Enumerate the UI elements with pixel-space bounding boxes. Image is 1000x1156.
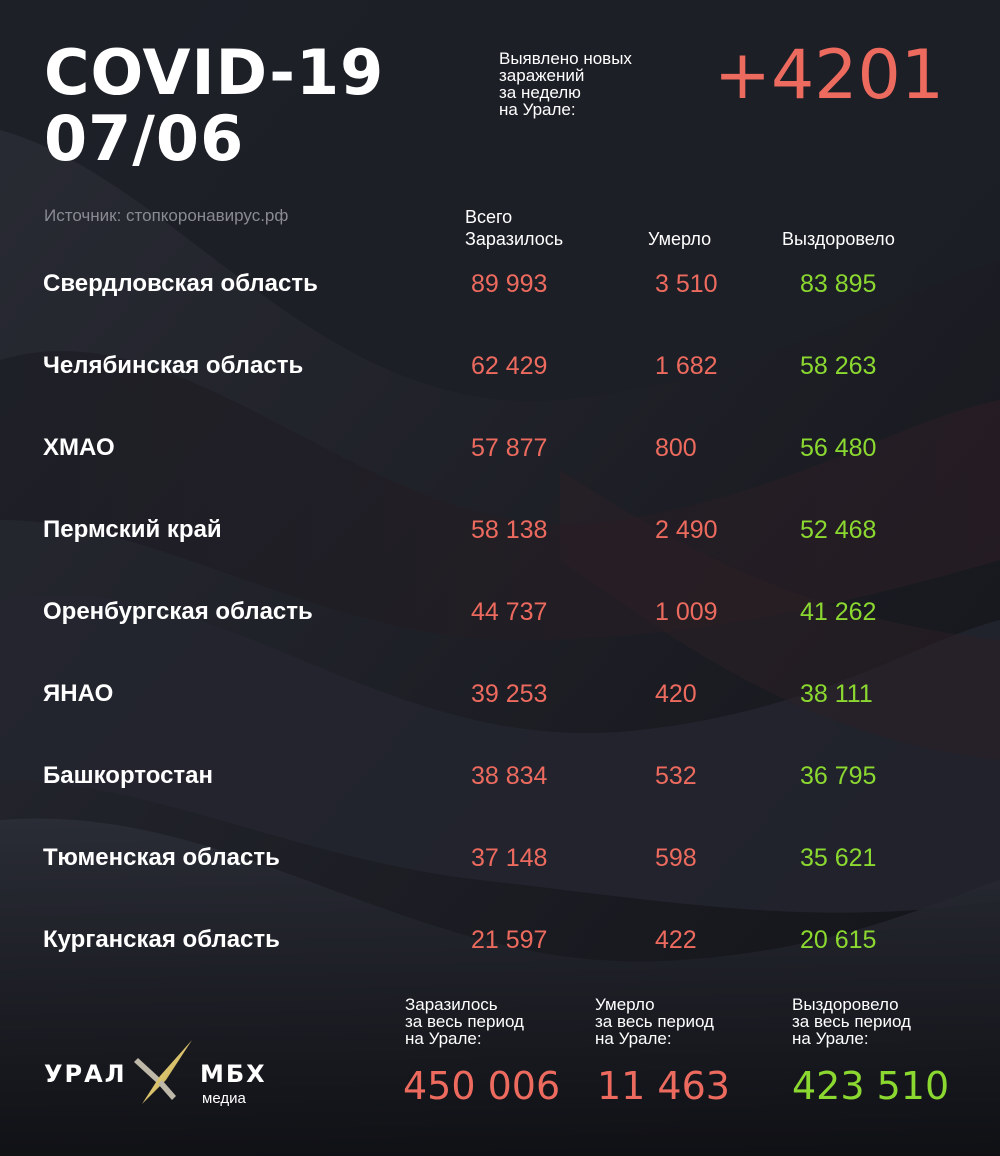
table-row — [0, 756, 1000, 796]
total-label-line: Умерло — [595, 995, 655, 1014]
table-row — [0, 838, 1000, 878]
infected-count: 44 737 — [471, 598, 548, 626]
weekly-new-cases-label — [499, 50, 699, 118]
weekly-label-line: заражений — [499, 66, 585, 85]
infected-count: 21 597 — [471, 926, 548, 954]
column-header-infected — [465, 206, 563, 250]
weekly-label-line: Выявлено новых — [499, 49, 632, 68]
recovered-count: 35 621 — [800, 844, 877, 872]
table-row — [0, 510, 1000, 550]
title-covid: COVID-19 — [44, 36, 385, 109]
region-name: Курганская область — [43, 926, 280, 953]
column-header-dead: Умерло — [648, 229, 712, 249]
recovered-count: 58 263 — [800, 352, 877, 380]
title-date: 07/06 — [44, 102, 245, 175]
dead-count: 422 — [655, 926, 697, 954]
total-label-line: за весь период — [405, 1012, 524, 1031]
total-dead-value: 11 463 — [597, 1064, 730, 1108]
total-dead-label — [595, 996, 714, 1047]
region-name: Свердловская область — [43, 270, 318, 297]
region-name: Башкортостан — [43, 762, 214, 789]
total-label-line: за весь период — [792, 1012, 911, 1031]
recovered-count: 56 480 — [800, 434, 877, 462]
region-name: Тюменская область — [43, 844, 280, 871]
total-infected-label — [405, 996, 524, 1047]
source-note: Источник: стопкоронавирус.рф — [44, 206, 289, 225]
recovered-count: 41 262 — [800, 598, 877, 626]
infected-count: 58 138 — [471, 516, 548, 544]
recovered-count: 20 615 — [800, 926, 877, 954]
column-header-line: Заразилось — [465, 229, 564, 249]
table-row — [0, 428, 1000, 468]
total-label-line: за весь период — [595, 1012, 714, 1031]
total-recovered-label — [792, 996, 911, 1047]
weekly-label-line: за неделю — [499, 83, 581, 102]
page-title — [44, 36, 385, 175]
infected-count: 39 253 — [471, 680, 548, 708]
dead-count: 1 009 — [655, 598, 718, 626]
dead-count: 598 — [655, 844, 697, 872]
total-recovered-value: 423 510 — [792, 1064, 950, 1108]
logo-text-mbh: МБХ — [200, 1060, 267, 1088]
total-label-line: на Урале: — [405, 1029, 482, 1048]
table-row — [0, 346, 1000, 386]
region-name: ЯНАО — [43, 680, 114, 707]
weekly-label-line: на Урале: — [499, 100, 576, 119]
infected-count: 38 834 — [471, 762, 548, 790]
region-name: ХМАО — [43, 434, 115, 461]
region-name: Пермский край — [43, 516, 222, 543]
infected-count: 89 993 — [471, 270, 548, 298]
logo-x-icon — [132, 1040, 194, 1106]
dead-count: 3 510 — [655, 270, 718, 298]
dead-count: 532 — [655, 762, 697, 790]
logo-text-ural: УРАЛ — [44, 1060, 127, 1088]
table-row — [0, 920, 1000, 960]
total-label-line: на Урале: — [792, 1029, 869, 1048]
table-row — [0, 264, 1000, 304]
brand-logo — [44, 1040, 284, 1110]
table-row — [0, 592, 1000, 632]
region-name: Оренбургская область — [43, 598, 313, 625]
dead-count: 1 682 — [655, 352, 718, 380]
logo-text-media: медиа — [202, 1090, 246, 1107]
total-label-line: Выздоровело — [792, 995, 899, 1014]
region-name: Челябинская область — [43, 352, 304, 379]
dead-count: 2 490 — [655, 516, 718, 544]
recovered-count: 38 111 — [800, 680, 873, 708]
dead-count: 800 — [655, 434, 697, 462]
column-header-recovered: Выздоровело — [782, 229, 895, 249]
recovered-count: 52 468 — [800, 516, 877, 544]
dead-count: 420 — [655, 680, 697, 708]
table-row — [0, 674, 1000, 714]
weekly-new-cases-value: +4201 — [714, 36, 945, 115]
infected-count: 57 877 — [471, 434, 548, 462]
infected-count: 62 429 — [471, 352, 548, 380]
recovered-count: 83 895 — [800, 270, 877, 298]
total-label-line: на Урале: — [595, 1029, 672, 1048]
total-infected-value: 450 006 — [403, 1064, 561, 1108]
column-header-line: Всего — [465, 207, 513, 227]
infected-count: 37 148 — [471, 844, 548, 872]
total-label-line: Заразилось — [405, 995, 498, 1014]
recovered-count: 36 795 — [800, 762, 877, 790]
